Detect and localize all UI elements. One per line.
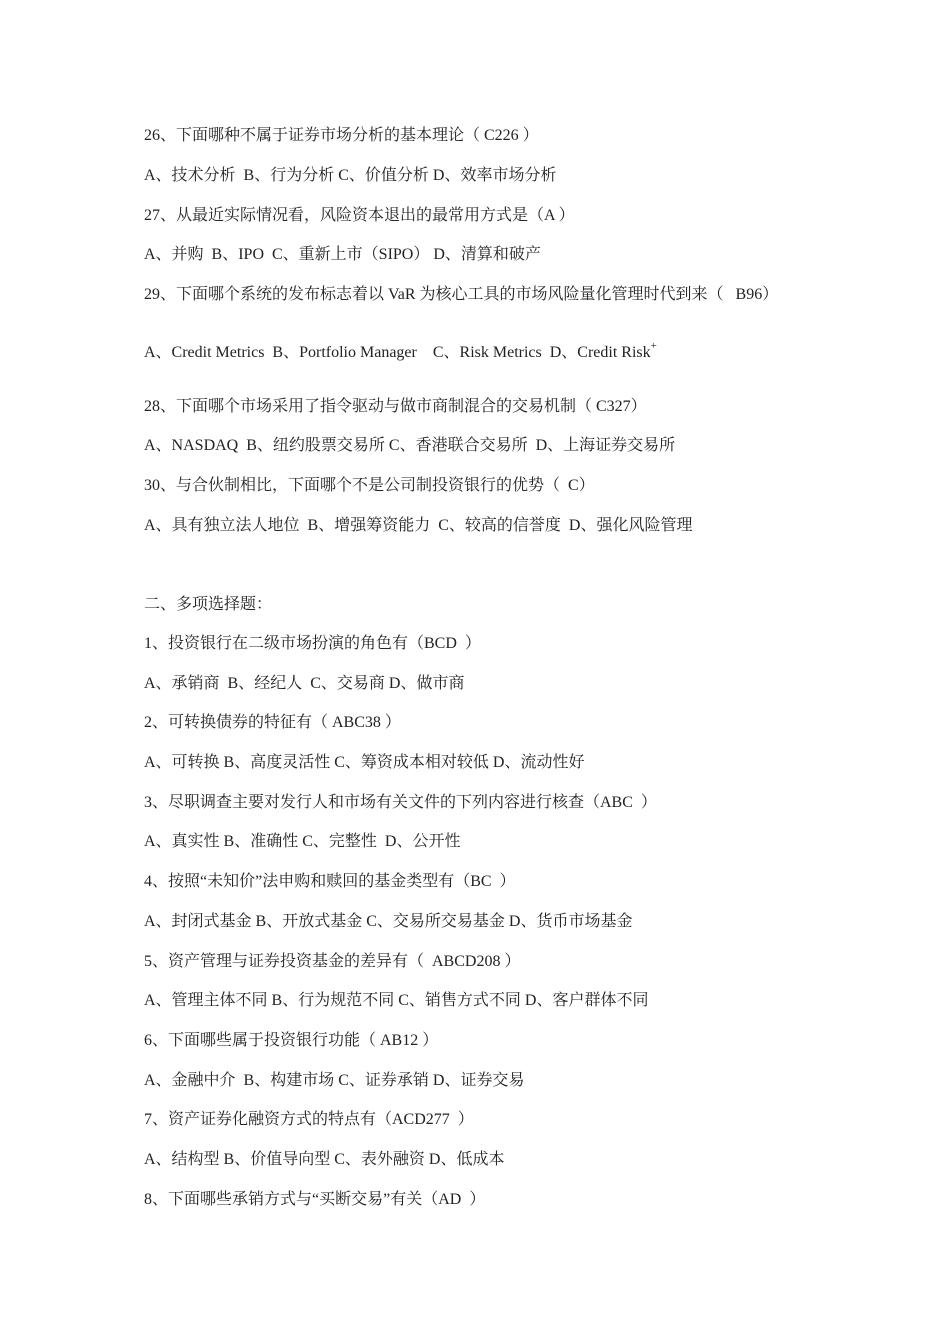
question-30: 30、与合伙制相比，下面哪个不是公司制投资银行的优势（ C） <box>144 477 595 494</box>
question-29-options-text: A、Credit Metrics B、Portfolio Manager C、Risk Metrics D、Credit Risk <box>144 344 651 361</box>
mc-question-1-options: A、承销商 B、经纪人 C、交易商 D、做市商 <box>144 675 465 692</box>
mc-question-5-options: A、管理主体不同 B、行为规范不同 C、销售方式不同 D、客户群体不同 <box>144 992 649 1009</box>
mc-question-4: 4、按照“未知价”法申购和赎回的基金类型有（BC ） <box>144 873 516 890</box>
mc-question-3: 3、尽职调查主要对发行人和市场有关文件的下列内容进行核查（ABC ） <box>144 794 657 811</box>
question-26-options: A、技术分析 B、行为分析 C、价值分析 D、效率市场分析 <box>144 167 557 184</box>
question-27: 27、从最近实际情况看，风险资本退出的最常用方式是（A ） <box>144 207 575 224</box>
question-28: 28、下面哪个市场采用了指令驱动与做市商制混合的交易机制（ C327） <box>144 398 647 415</box>
mc-question-7-options: A、结构型 B、价值导向型 C、表外融资 D、低成本 <box>144 1151 505 1168</box>
question-26: 26、下面哪种不属于证券市场分析的基本理论（ C226 ） <box>144 127 539 144</box>
superscript-plus: + <box>650 340 657 352</box>
mc-question-4-options: A、封闭式基金 B、开放式基金 C、交易所交易基金 D、货币市场基金 <box>144 913 633 930</box>
mc-question-1: 1、投资银行在二级市场扮演的角色有（BCD ） <box>144 635 481 652</box>
mc-question-7: 7、资产证券化融资方式的特点有（ACD277 ） <box>144 1111 474 1128</box>
question-29-options <box>144 340 657 364</box>
mc-question-2-options: A、可转换 B、高度灵活性 C、筹资成本相对较低 D、流动性好 <box>144 754 585 771</box>
mc-question-8: 8、下面哪些承销方式与“买断交易”有关（AD ） <box>144 1191 486 1208</box>
question-28-options: A、NASDAQ B、纽约股票交易所 C、香港联合交易所 D、上海证券交易所 <box>144 437 676 454</box>
mc-question-3-options: A、真实性 B、准确性 C、完整性 D、公开性 <box>144 833 461 850</box>
section-heading-multiple-choice: 二、多项选择题： <box>144 596 273 613</box>
mc-question-5: 5、资产管理与证券投资基金的差异有（ ABCD208 ） <box>144 953 521 970</box>
question-30-options: A、具有独立法人地位 B、增强筹资能力 C、较高的信誉度 D、强化风险管理 <box>144 517 693 534</box>
mc-question-6-options: A、金融中介 B、构建市场 C、证券承销 D、证券交易 <box>144 1072 525 1089</box>
question-29: 29、下面哪个系统的发布标志着以 VaR 为核心工具的市场风险量化管理时代到来（ B96） <box>144 286 779 303</box>
mc-question-2: 2、可转换债券的特征有（ ABC38 ） <box>144 714 401 731</box>
question-27-options: A、并购 B、IPO C、重新上市（SIPO） D、清算和破产 <box>144 246 541 263</box>
mc-question-6: 6、下面哪些属于投资银行功能（ AB12 ） <box>144 1032 439 1049</box>
